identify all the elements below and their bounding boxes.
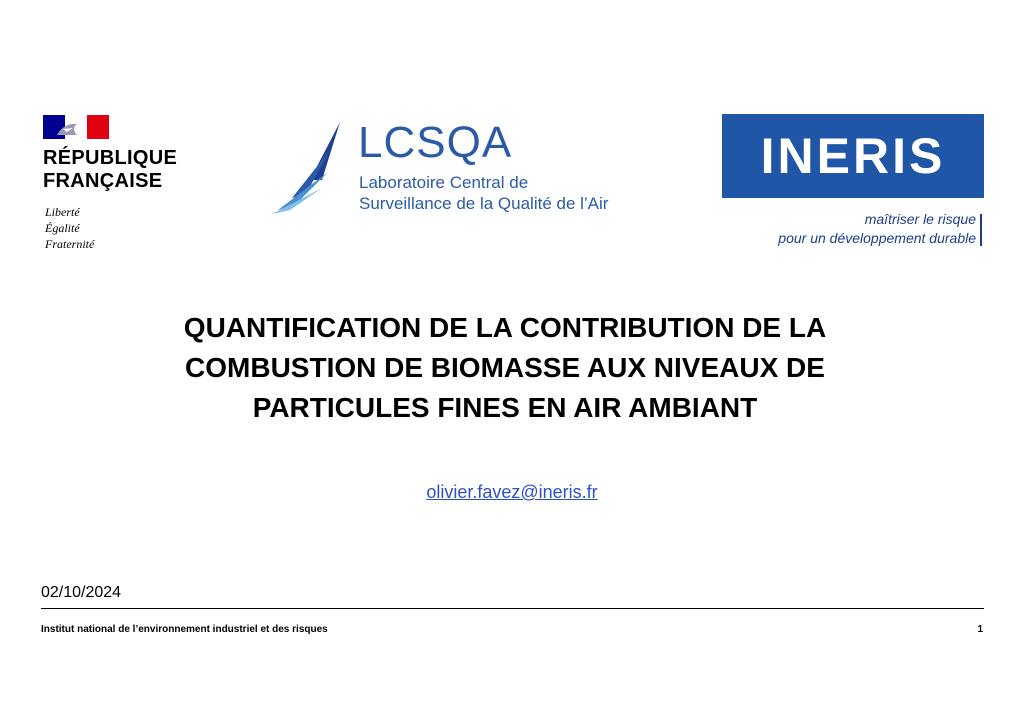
ineris-tagline-line1: maîtriser le risque [864,211,976,227]
title-line3: PARTICULES FINES EN AIR AMBIANT [252,392,758,423]
marianne-flag-logo [43,115,109,139]
presentation-title [100,308,910,428]
footer-divider [41,608,984,609]
ineris-logo [722,114,984,198]
republique-title-line2: FRANÇAISE [43,170,163,192]
ineris-name: INERIS [760,128,946,184]
republique-motto [45,204,94,252]
lcsqa-swoosh-logo [270,120,350,215]
ineris-tagline-line2: pour un développement durable [778,230,976,246]
author-email-link[interactable]: olivier.favez@ineris.fr [426,482,598,502]
lcsqa-subtitle-line2: Surveillance de la Qualité de l’Air [359,194,609,213]
page-number: 1 [977,624,983,635]
ineris-tagline [778,210,976,248]
lcsqa-subtitle [359,172,608,214]
title-line2: COMBUSTION DE BIOMASSE AUX NIVEAUX DE [185,352,825,383]
title-line1: QUANTIFICATION DE LA CONTRIBUTION DE LA [183,312,827,343]
republique-title-line1: RÉPUBLIQUE [43,147,178,169]
footer-institute: Institut national de l’environnement industriel et des risques [41,624,328,635]
motto-egalite: Égalité [45,221,80,235]
republique-francaise-title [43,147,177,193]
motto-liberte: Liberté [45,205,80,219]
lcsqa-name: LCSQA [358,118,513,167]
ineris-tagline-bar [980,214,982,246]
motto-fraternite: Fraternité [45,237,95,251]
presentation-date: 02/10/2024 [41,584,122,601]
lcsqa-subtitle-line1: Laboratoire Central de [359,173,529,192]
